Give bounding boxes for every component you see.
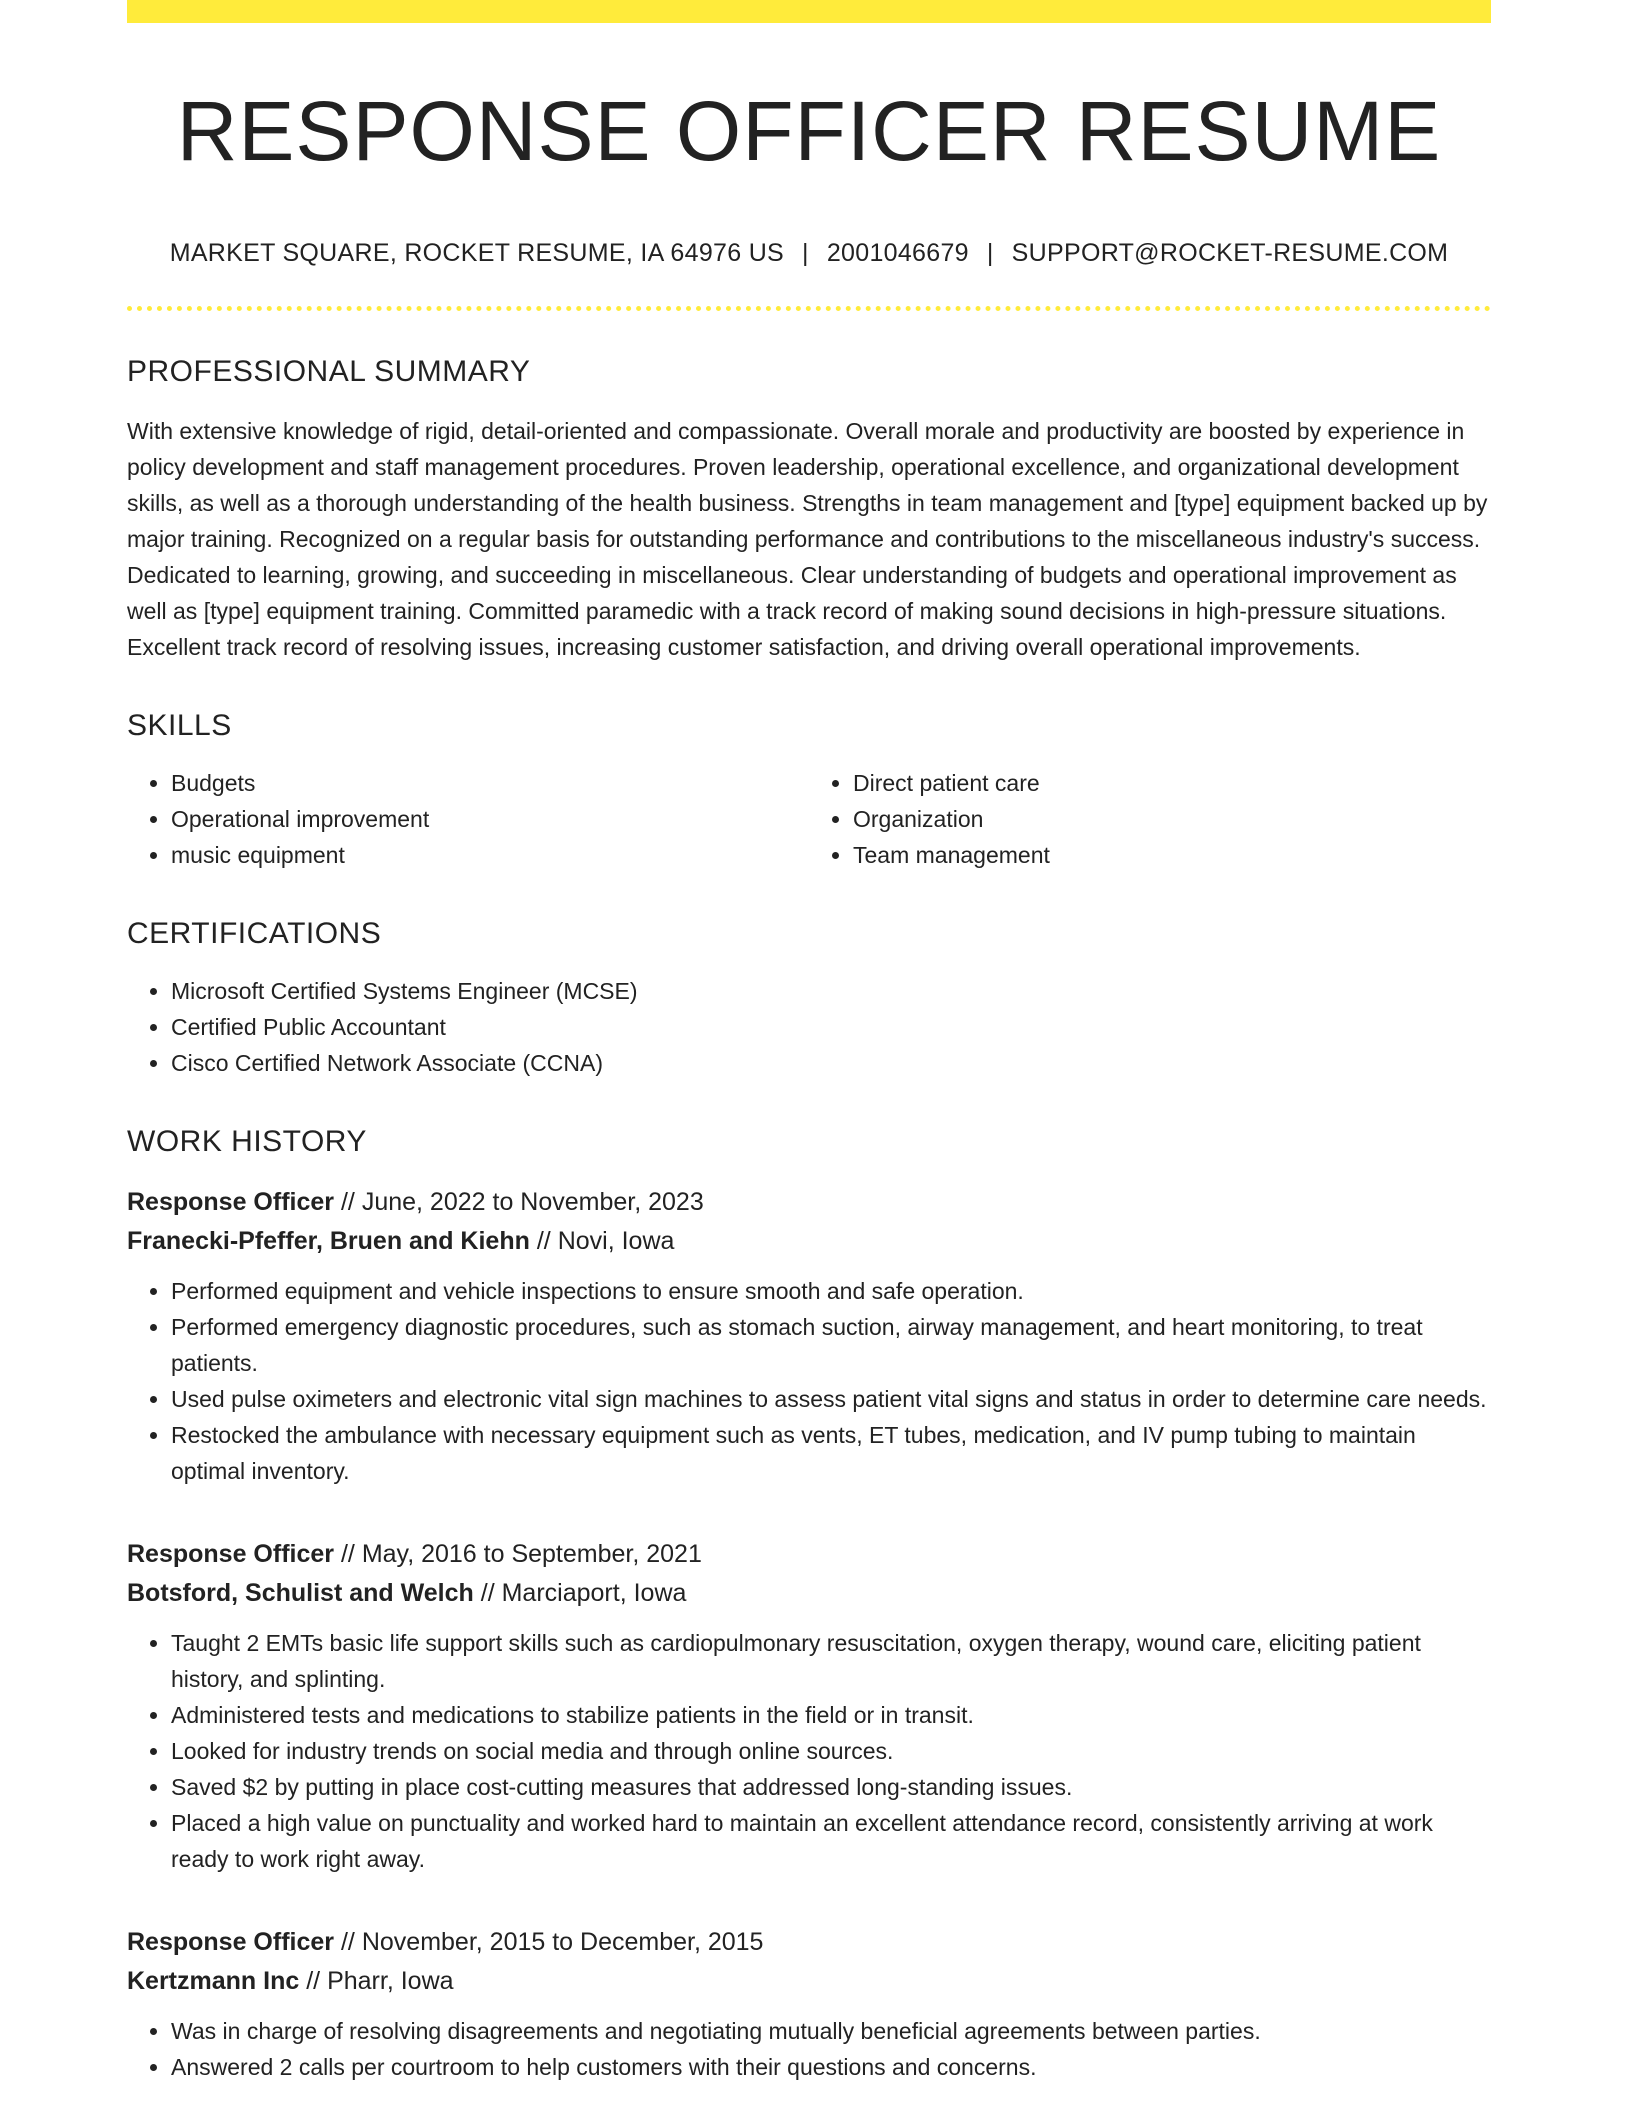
- job-company: Botsford, Schulist and Welch: [127, 1579, 474, 1608]
- job-bullet: • Used pulse oximeters and electronic vital sign machines to assess patient vital signs and status in order to determine care needs.: [171, 1381, 1491, 1417]
- contact-separator: |: [802, 239, 809, 268]
- job-bullet: • Administered tests and medications to stabilize patients in the field or in transit.: [171, 1697, 1491, 1733]
- job-role-line: [127, 1923, 1491, 1962]
- job-separator: //: [340, 1928, 355, 1957]
- skill-item: • Budgets: [171, 765, 809, 801]
- dotted-divider: [127, 306, 1491, 311]
- job-bullet: • Placed a high value on punctuality and worked hard to maintain an excellent attendance record, consistently arriving at work ready to work right away.: [171, 1805, 1491, 1877]
- job-location: Pharr, Iowa: [327, 1967, 454, 1996]
- contact-line: [127, 239, 1491, 268]
- job-bullet: • Looked for industry trends on social media and through online sources.: [171, 1733, 1491, 1769]
- job-bullets: [127, 1625, 1491, 1877]
- job-entry: [127, 1923, 1491, 2085]
- phone-number: 2001046679: [826, 239, 969, 268]
- skill-item: • music equipment: [171, 837, 809, 873]
- job-role-line: [127, 1535, 1491, 1574]
- job-role: Response Officer: [127, 1928, 335, 1957]
- resume-content: [127, 0, 1491, 2085]
- contact-separator: |: [986, 239, 994, 268]
- job-dates: May, 2016 to September, 2021: [361, 1540, 702, 1569]
- certification-item: • Cisco Certified Network Associate (CCNA): [171, 1045, 1491, 1081]
- job-separator: //: [340, 1188, 355, 1217]
- job-role: Response Officer: [127, 1540, 335, 1569]
- certifications-list: [127, 973, 1491, 1081]
- job-entry: [127, 1535, 1491, 1877]
- summary-text: With extensive knowledge of rigid, detail-oriented and compassionate. Overall morale and productivity are boosted by experience in policy development and staff management procedures. Proven leadership, operational excellence, and organizational development skills, as well as a thorough understanding of the health business. Strengths in team management and [type] equipment backed up by major training. Recognized on a regular basis for outstanding performance and contributions to the miscellaneous industry's success. Dedicated to learning, growing, and succeeding in miscellaneous. Clear understanding of budgets and operational improvement as well as [type] equipment training. Committed paramedic with a track record of making sound decisions in high-pressure situations. Excellent track record of resolving issues, increasing customer satisfaction, and driving overall operational improvements.: [127, 418, 1488, 661]
- job-location: Novi, Iowa: [557, 1227, 675, 1256]
- job-bullets: [127, 1273, 1491, 1489]
- skills-right-list: [809, 765, 1491, 873]
- skills-left-list: [127, 765, 809, 873]
- job-bullet: • Answered 2 calls per courtroom to help customers with their questions and concerns.: [171, 2049, 1491, 2085]
- job-company: Kertzmann Inc: [127, 1967, 300, 1996]
- certification-item: • Certified Public Accountant: [171, 1009, 1491, 1045]
- section-title-skills: SKILLS: [127, 709, 232, 743]
- job-company-line: [127, 1222, 1491, 1261]
- job-bullet: • Restocked the ambulance with necessary equipment such as vents, ET tubes, medication, and IV pump tubing to maintain optimal inventory.: [171, 1417, 1491, 1489]
- email-address: SUPPORT@ROCKET-RESUME.COM: [1011, 239, 1449, 268]
- job-separator: //: [480, 1579, 495, 1608]
- job-role-line: [127, 1183, 1491, 1222]
- job-separator: //: [536, 1227, 551, 1256]
- job-company: Franecki-Pfeffer, Bruen and Kiehn: [127, 1227, 530, 1256]
- job-bullet: • Taught 2 EMTs basic life support skills such as cardiopulmonary resuscitation, oxygen therapy, wound care, eliciting patient history, and splinting.: [171, 1625, 1491, 1697]
- job-entry: [127, 1183, 1491, 1489]
- certification-item: • Microsoft Certified Systems Engineer (MCSE): [171, 973, 1491, 1009]
- section-title-certifications: CERTIFICATIONS: [127, 917, 382, 951]
- job-role: Response Officer: [127, 1188, 335, 1217]
- job-dates: November, 2015 to December, 2015: [361, 1928, 764, 1957]
- job-bullets: [127, 2013, 1491, 2085]
- skills-grid: [127, 765, 1491, 873]
- job-bullet: • Performed emergency diagnostic procedures, such as stomach suction, airway management, and heart monitoring, to treat patients.: [171, 1309, 1491, 1381]
- job-bullet: • Saved $2 by putting in place cost-cutting measures that addressed long-standing issues.: [171, 1769, 1491, 1805]
- address: MARKET SQUARE, ROCKET RESUME, IA 64976 US: [169, 239, 785, 268]
- skill-item: • Operational improvement: [171, 801, 809, 837]
- skill-item: • Direct patient care: [853, 765, 1491, 801]
- job-dates: June, 2022 to November, 2023: [361, 1188, 704, 1217]
- job-bullet: • Was in charge of resolving disagreements and negotiating mutually beneficial agreements between parties.: [171, 2013, 1491, 2049]
- job-location: Marciaport, Iowa: [501, 1579, 687, 1608]
- skill-item: • Team management: [853, 837, 1491, 873]
- job-separator: //: [306, 1967, 321, 1996]
- section-title-summary: PROFESSIONAL SUMMARY: [127, 355, 531, 389]
- accent-bar: [127, 0, 1491, 23]
- job-company-line: [127, 1574, 1491, 1613]
- job-separator: //: [340, 1540, 355, 1569]
- job-bullet: • Performed equipment and vehicle inspections to ensure smooth and safe operation.: [171, 1273, 1491, 1309]
- resume-title: RESPONSE OFFICER RESUME: [176, 84, 1442, 178]
- job-company-line: [127, 1962, 1491, 2001]
- skill-item: • Organization: [853, 801, 1491, 837]
- section-title-work-history: WORK HISTORY: [127, 1125, 367, 1159]
